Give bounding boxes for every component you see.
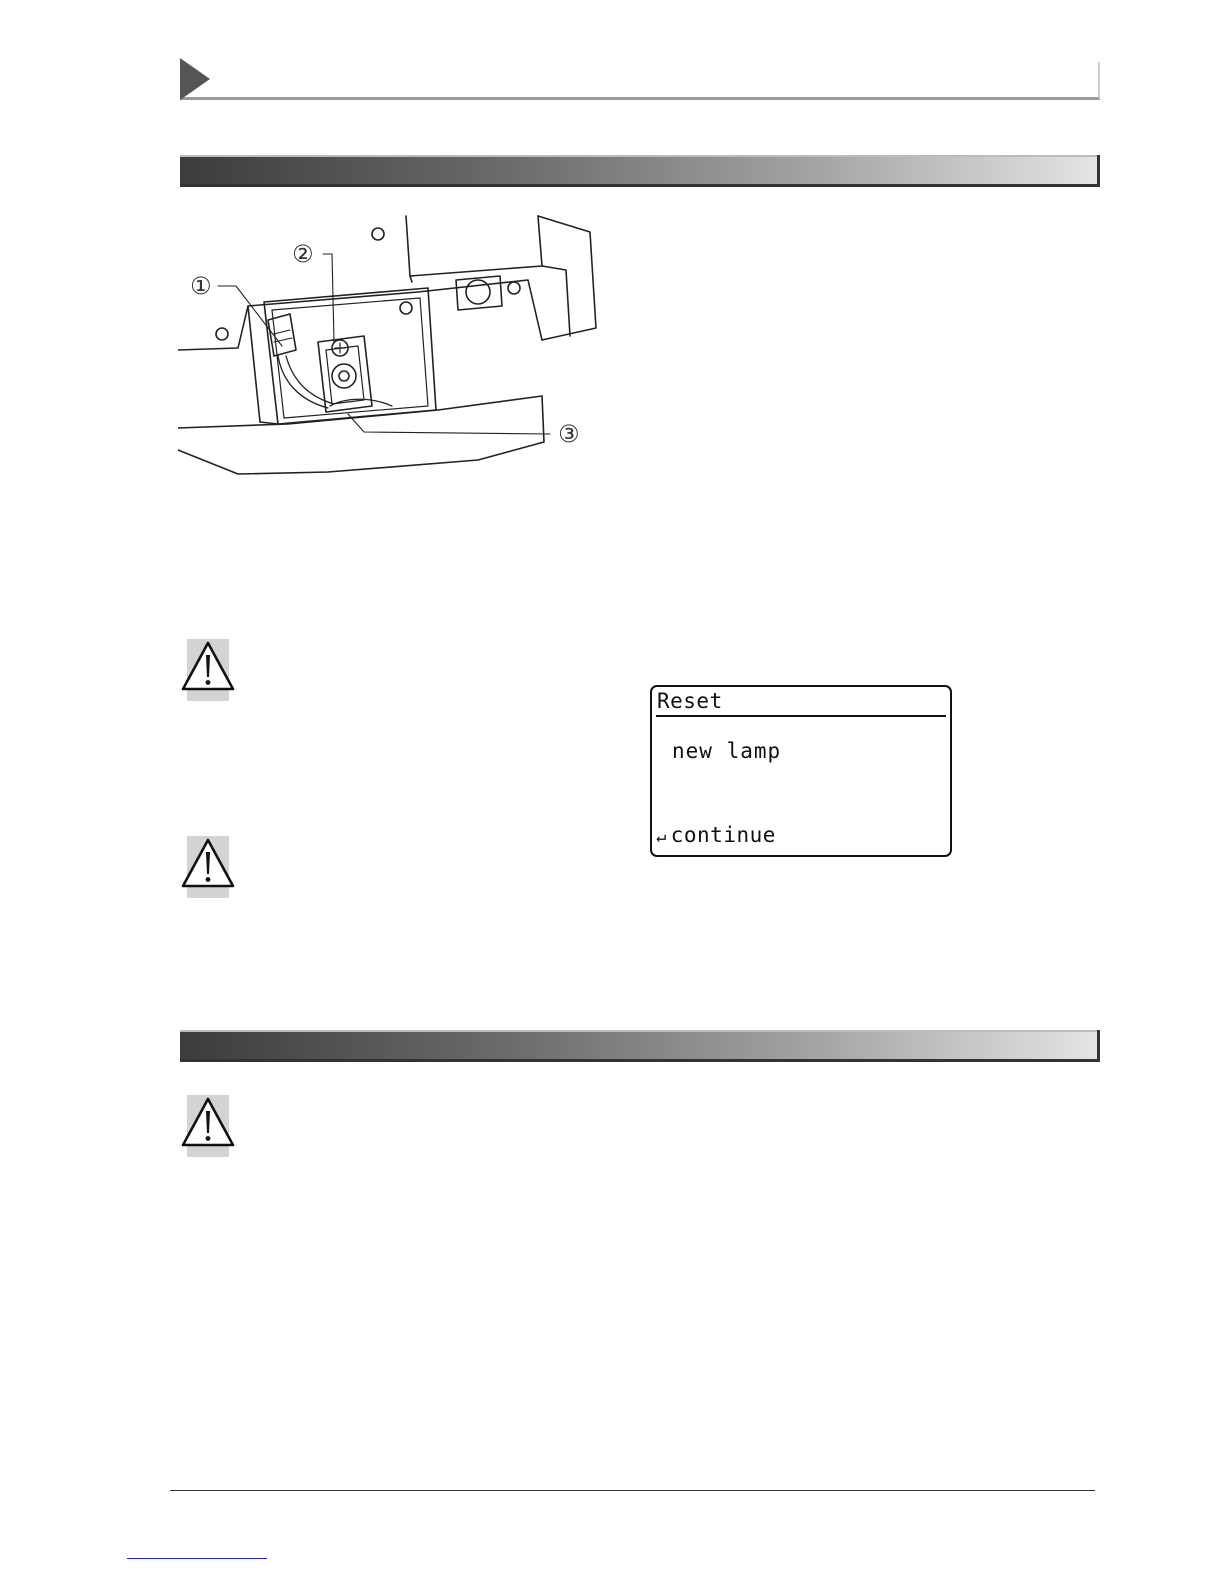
play-arrow-icon [180,58,210,100]
display-footer-label: continue [670,823,776,847]
display-title: Reset [657,689,723,713]
section-bar-lamp-replacement [180,155,1100,187]
projector-lamp-illustration [178,210,610,482]
warning-triangle-icon [180,637,236,703]
footer-link-underline[interactable] [127,1558,267,1559]
section-bar-secondary [180,1030,1100,1062]
warning-triangle-icon [180,834,236,900]
display-menu-item: new lamp [672,739,782,763]
lcd-display [650,685,952,857]
callout-1: ① [190,272,212,300]
enter-icon: ↵ [656,827,667,847]
callout-3: ③ [558,420,580,448]
callout-2: ② [292,240,314,268]
display-footer [656,823,776,847]
header-bar [180,62,1100,100]
display-title-rule [656,715,946,717]
footer-rule [170,1490,1095,1491]
warning-triangle-icon [180,1093,236,1159]
